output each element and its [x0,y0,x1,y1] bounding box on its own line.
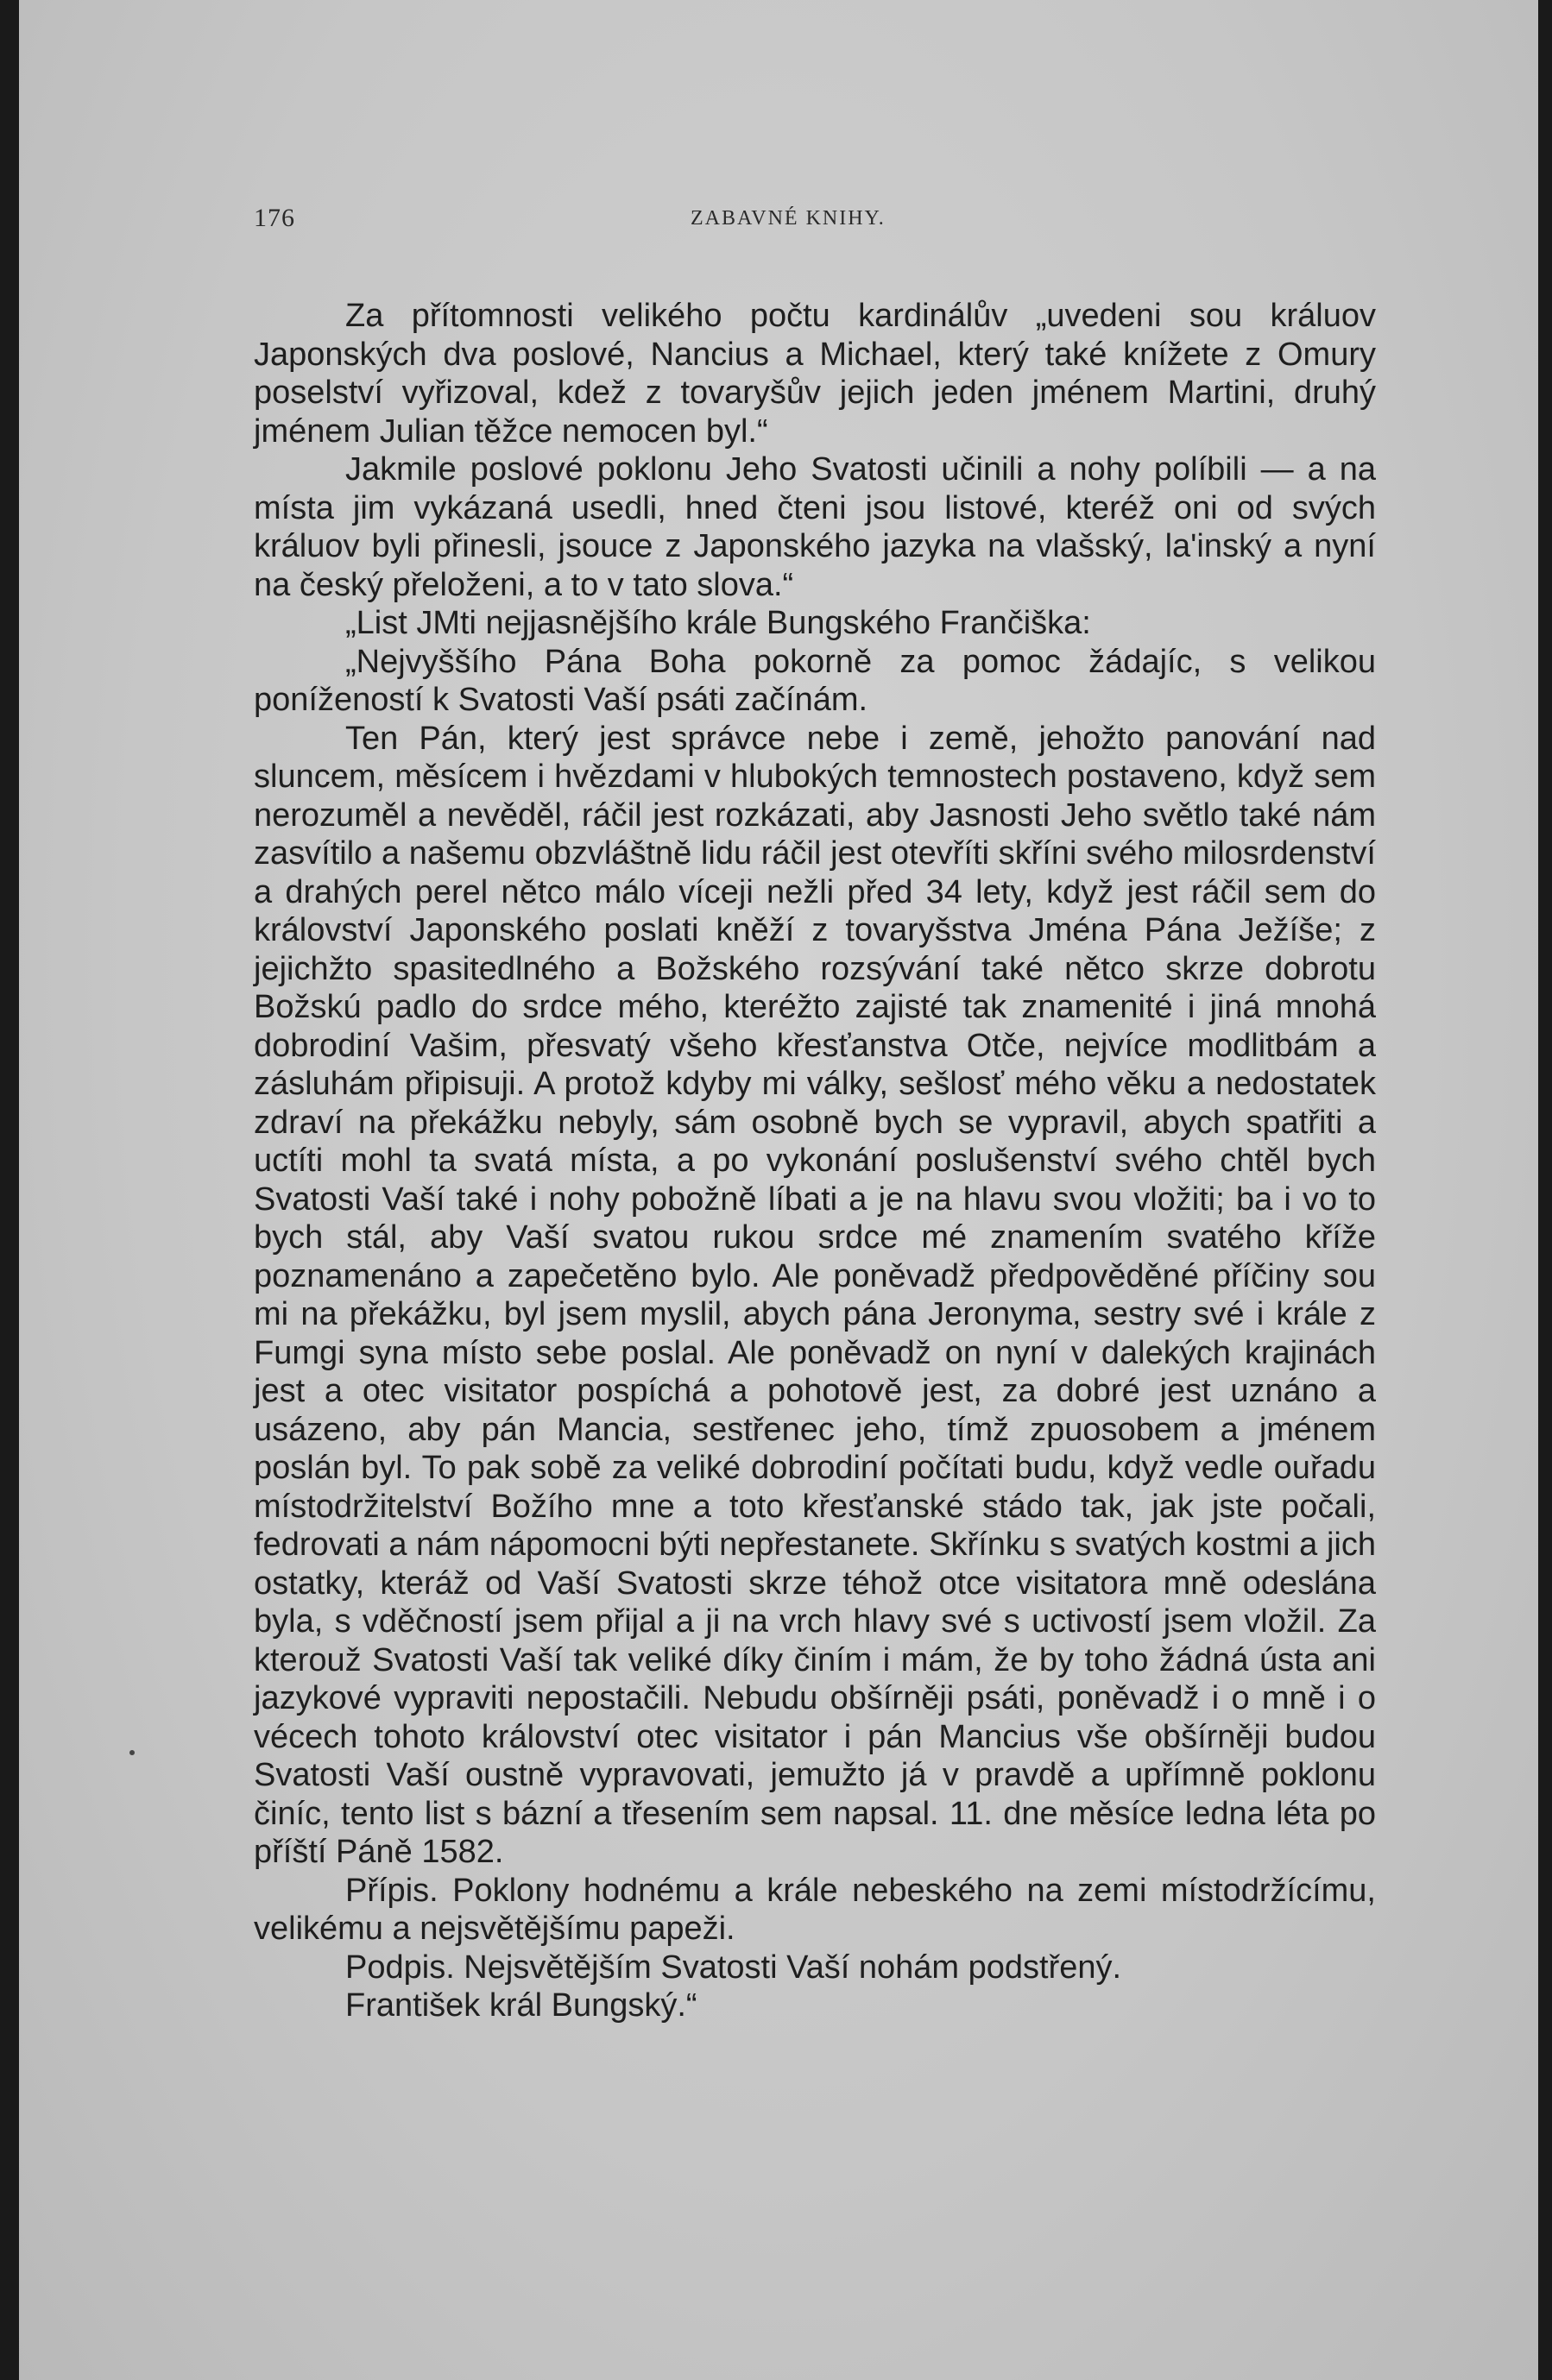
paragraph-intro: Za přítomnosti velikého počtu kardinálův „uvedeni sou králuov Japonských dva poslové, Nancius a Michael, který také knížete z Omury poselství vyřizoval, kdež z tovaryšův jejich jeden jménem Martini, druhý jménem Julian těžce nemocen byl.“ [254,298,1376,450]
book-page [19,0,1538,2380]
ink-speck [129,1750,135,1755]
paragraph-address: Přípis. Poklony hodnému a krále nebeského na zemi místodržícímu, velikému a nejsvětějšímu papeži. [254,1872,1376,1947]
paragraph-letter-body: Ten Pán, který jest správce nebe i země, jehožto panování nad sluncem, měsícem i hvězdami v hlubokých temnostech postaveno, když sem nerozuměl a nevěděl, ráčil jest rozkázati, aby Jasnosti Jeho světlo také nám zasvítilo a našemu obzvláštně lidu ráčil jest otevříti skříni svého milosrdenství a drahých perel nětco málo víceji nežli před 34 lety, když jest ráčil sem do království Japonského poslati kněží z tovaryšstva Jména Pána Ježíše; z jejichžto spasitedlného a Božského rozsývání také nětco skrze dobrotu Božskú padlo do srdce mého, kteréžto zajisté tak znamenité i jiná mnohá dobrodiní Vašim, přesvatý všeho křesťanstva Otče, nejvíce modlitbám a zásluhám připisuji. A protož kdyby mi války, sešlosť mého věku a nedostatek zdraví na překážku nebyly, sám osobně bych se vypravil, abych spatřiti a uctíti mohl ta svatá místa, a po vykonání poslušenství svého chtěl bych Svatosti Vaší také i nohy pobožně líbati a je na hlavu svou vložiti; ba i vo to bych stál, aby Vaší svatou rukou srdce mé znamením svatého kříže poznamenáno a zapečetěno bylo. Ale poněvadž předpověděné příčiny sou mi na překážku, byl jsem myslil, abych pána Jeronyma, sestry své i krále z Fumgi syna místo sebe poslal. Ale poněvadž on nyní v dalekých krajinách jest a otec visitator pospíchá a pohotově jest, za dobré jest uznáno a usázeno, aby pán Mancia, sestřenec jeho, tímž zpuosobem a jménem poslán byl. To pak sobě za veliké dobrodiní počítati budu, když vedle ouřadu místodržitelství Božího mne a toto křesťanské stádo tak, jak jste počali, fedrovati a nám nápomocni býti nepřestanete. Skřínku s svatých kostmi a jich ostatky, kteráž od Vaší Svatosti skrze téhož otce visitatora mně odeslána byla, s vděčností jsem přijal a ji na vrch hlavy své s uctivostí jsem vložil. Za kterouž Svatosti Vaší tak veliké díky činím i mám, že by toho žádná ústa ani jazykové vypraviti nepostačili. Nebudu obšírněji psáti, poněvadž i o mně i o vécech tohoto království otec visitator i pán Mancius vše obšírněji budou Svatosti Vaší oustně vypravovati, jemužto já v pravdě a upřímně poklonu činíc, tento list s bázní a třesením sem napsal. 11. dne měsíce ledna léta po příští Páně 1582. [254,720,1376,1870]
page-number: 176 [254,204,295,232]
body-text [254,297,1376,2025]
page-header [254,204,1376,238]
paragraph-audience: Jakmile poslové poklonu Jeho Svatosti učinili a nohy políbili — a na místa jim vykázaná usedli, hned čteni jsou listové, kteréž oni od svých králuov byli přinesli, jsouce z Japonského jazyka na vlašský, la'inský a nyní na český přeloženi, a to v tato slova.“ [254,451,1376,603]
paragraph-signer: František král Bungský.“ [345,1987,697,2024]
running-head: ZABAVNÉ KNIHY. [691,207,886,230]
paragraph-letter-title: „List JMti nejjasnějšího krále Bungského Frančiška: [345,605,1091,641]
paragraph-salutation: „Nejvyššího Pána Boha pokorně za pomoc žádajíc, s velikou ponížeností k Svatosti Vaší psáti začínám. [254,643,1376,718]
paragraph-signature: Podpis. Nejsvětějším Svatosti Vaší nohám podstřený. [345,1949,1122,1986]
